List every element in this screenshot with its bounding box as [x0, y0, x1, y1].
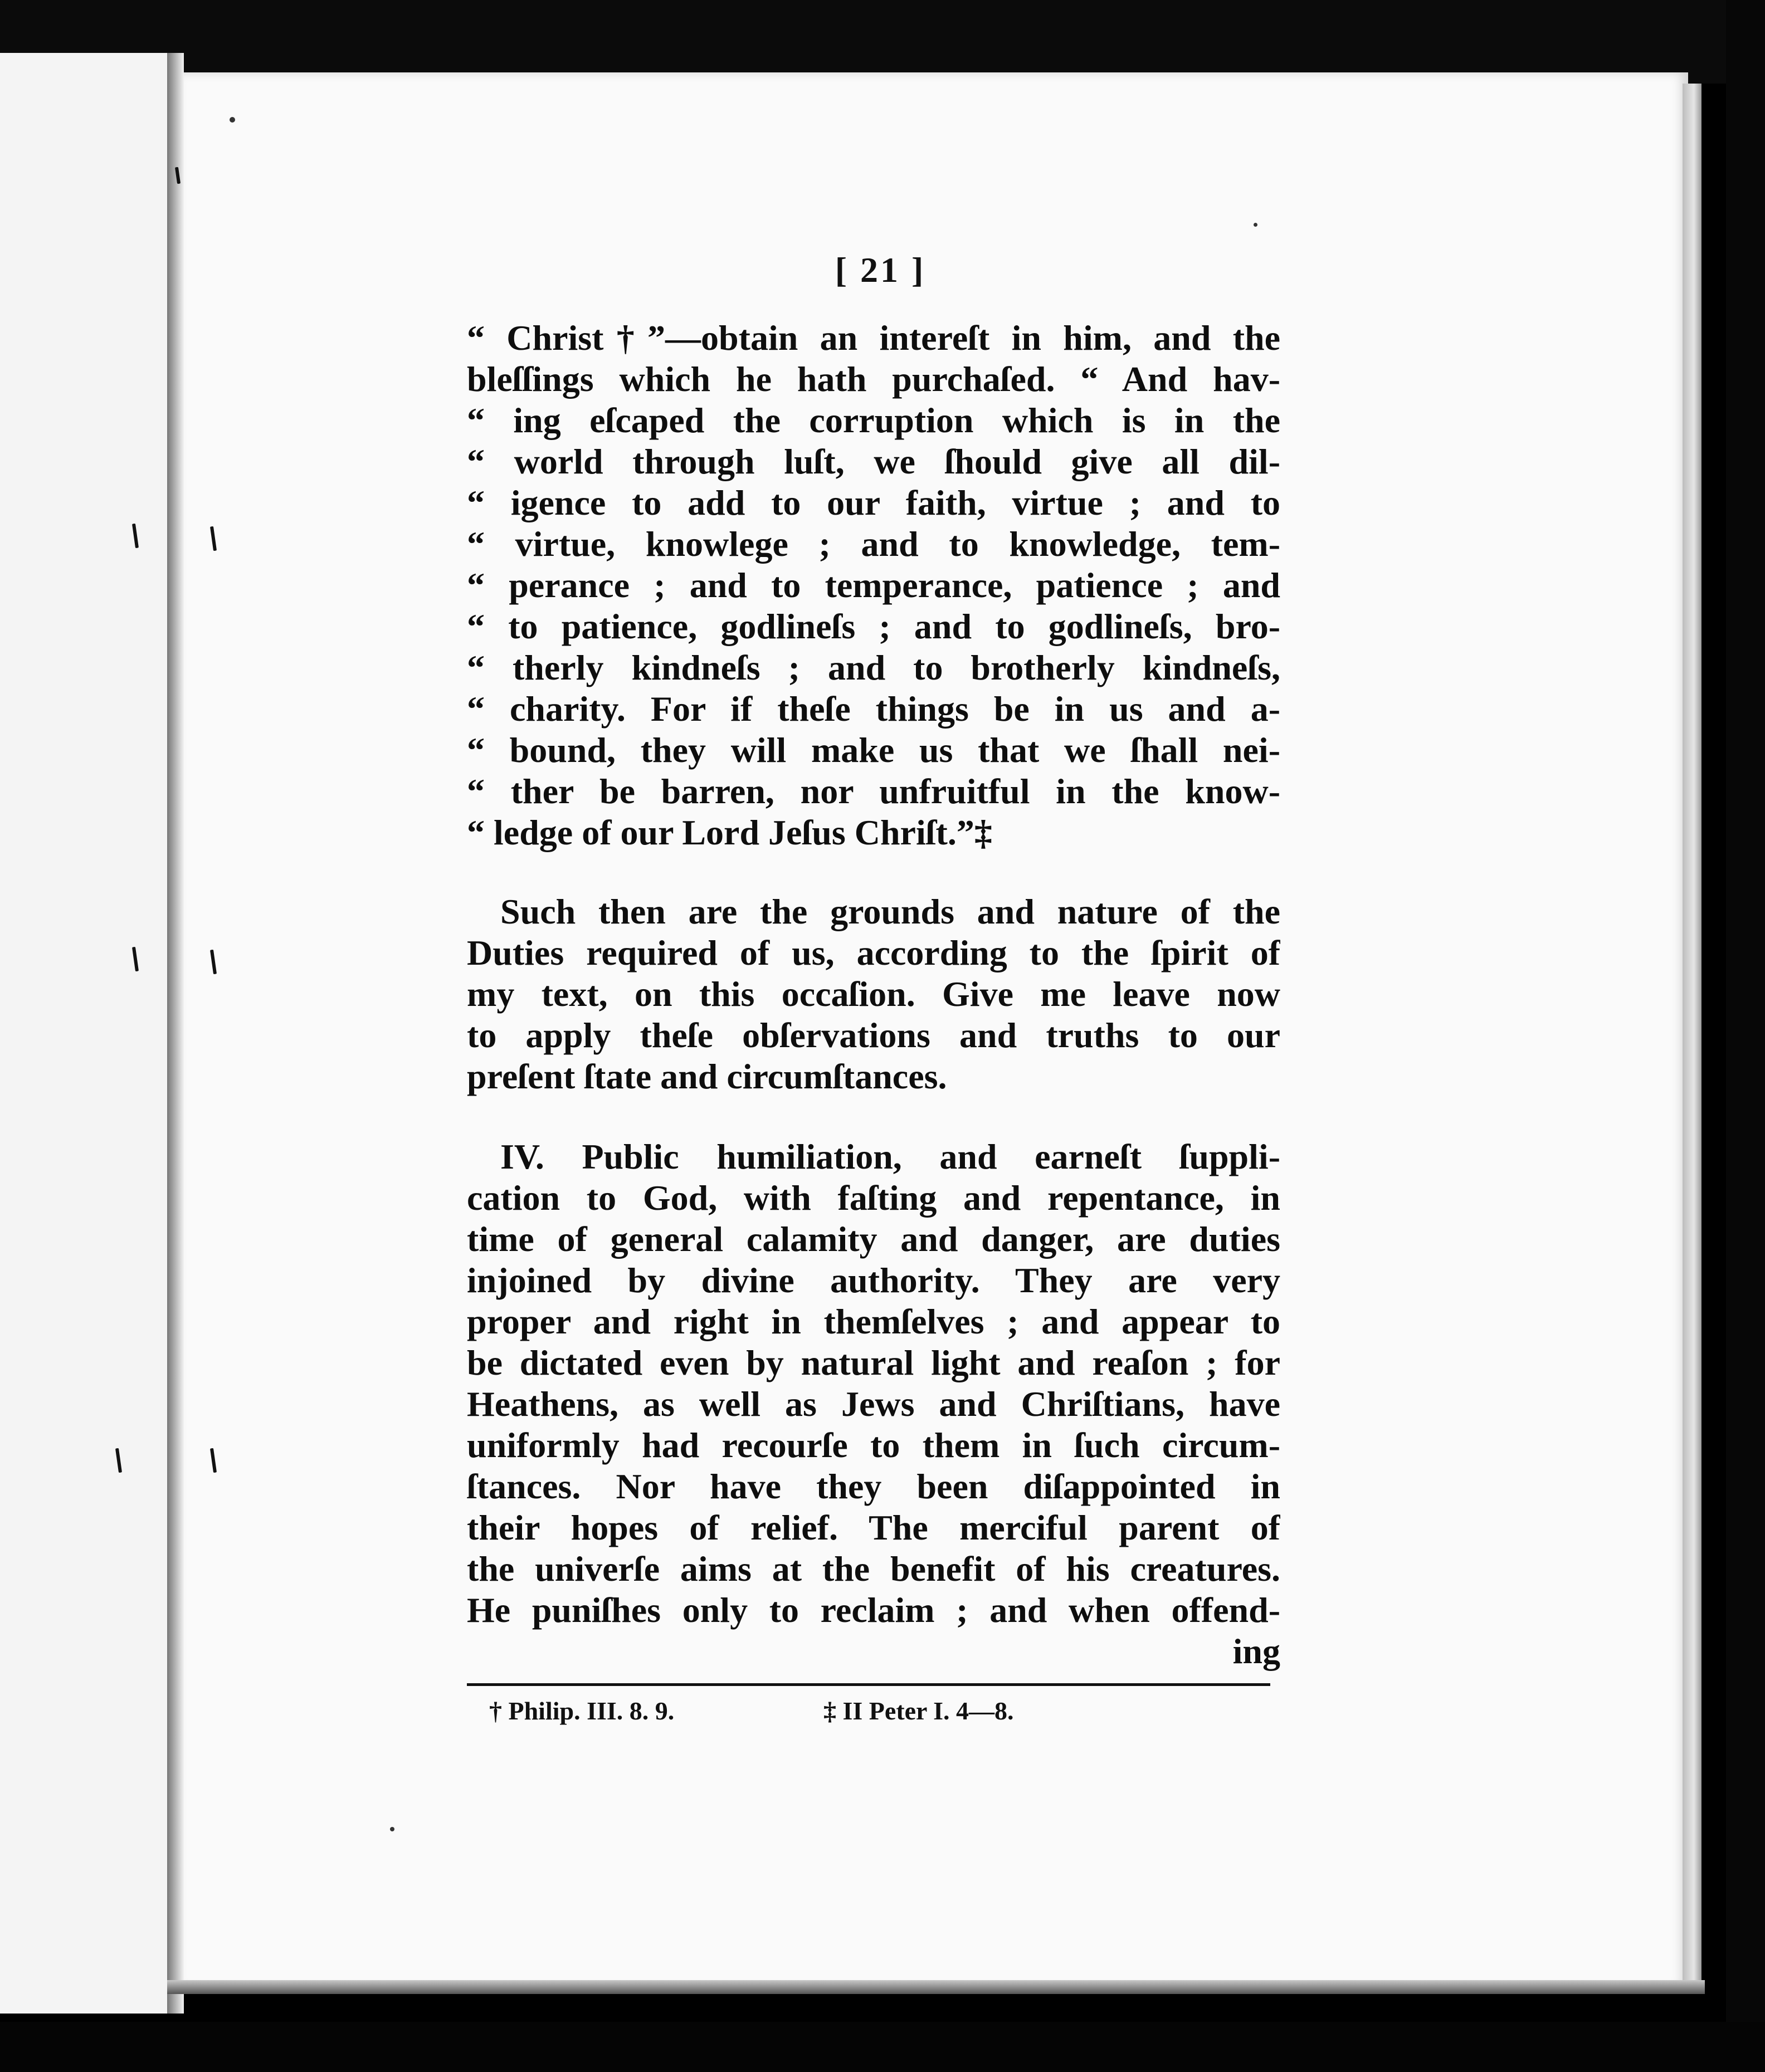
- text-line: “ ing eſcaped the corruption which is in the: [467, 400, 1280, 440]
- facing-page-edge: [0, 53, 170, 2014]
- text-line: preſent ſtate and circumſtances.: [467, 1057, 947, 1096]
- ink-speck: [1254, 223, 1257, 227]
- text-line: “ to patience, godlineſs ; and to godlineſs, bro-: [467, 607, 1280, 646]
- text-line: the univerſe aims at the benefit of his creatures.: [467, 1549, 1280, 1589]
- text-line: Heathens, as well as Jews and Chriſtians, have: [467, 1384, 1280, 1424]
- text-line: “ Christ†”—obtain an intereſt in him, and the: [467, 318, 1280, 358]
- text-line: “ ledge of our Lord Jeſus Chriſt.”‡: [467, 813, 992, 852]
- footnote-peter: ‡ II Peter I. 4—8.: [823, 1697, 1014, 1725]
- text-line: their hopes of relief. The merciful parent of: [467, 1508, 1280, 1547]
- text-line: “ bound, they will make us that we ſhall nei-: [467, 730, 1280, 770]
- text-line: “ therly kindneſs ; and to brotherly kindneſs,: [467, 648, 1280, 687]
- text-line: Such then are the grounds and nature of the: [500, 892, 1280, 931]
- text-line: “ perance ; and to temperance, patience ; and: [467, 565, 1280, 605]
- ink-speck: [230, 117, 235, 123]
- paragraph-such-then: [467, 891, 1280, 1097]
- text-line: “ virtue, knowlege ; and to knowledge, tem-: [467, 524, 1280, 564]
- text-line: Duties required of us, according to the ſpirit of: [467, 933, 1280, 973]
- footnote-philippians: † Philip. III. 8. 9.: [489, 1697, 675, 1725]
- page-stack-edge: [1683, 84, 1701, 1988]
- ink-speck: [390, 1827, 394, 1831]
- text-line: “ igence to add to our faith, virtue ; and to: [467, 483, 1280, 522]
- text-line: to apply theſe obſervations and truths to our: [467, 1015, 1280, 1055]
- page-bottom-edge: [167, 1980, 1705, 1994]
- text-line: uniformly had recourſe to them in ſuch circum-: [467, 1425, 1280, 1465]
- text-line: IV. Public humiliation, and earneſt ſuppli-: [500, 1137, 1280, 1176]
- page-number: [ 21 ]: [835, 250, 926, 290]
- scanner-background-top: [0, 0, 1765, 84]
- text-line: bleſſings which he hath purchaſed. “ And hav-: [467, 359, 1280, 399]
- text-line: my text, on this occaſion. Give me leave now: [467, 974, 1280, 1014]
- paragraph-section-iv: [467, 1136, 1280, 1672]
- text-line: He puniſhes only to reclaim ; and when offend-: [467, 1590, 1280, 1630]
- scanner-background-right: [1726, 0, 1765, 2072]
- text-line: ſtances. Nor have they been diſappointed in: [467, 1467, 1280, 1506]
- catchword: ing: [1232, 1631, 1280, 1671]
- scanner-background-bottom: [0, 2022, 1765, 2072]
- paragraph-quotation: [467, 317, 1280, 853]
- text-line: time of general calamity and danger, are duties: [467, 1219, 1280, 1259]
- text-line: proper and right in themſelves ; and appear to: [467, 1302, 1280, 1341]
- text-line: be dictated even by natural light and reaſon ; for: [467, 1343, 1280, 1382]
- text-line: “ charity. For if theſe things be in us and a-: [467, 689, 1280, 729]
- text-line: “ ther be barren, nor unfruitful in the know-: [467, 771, 1280, 811]
- text-line: cation to God, with faſting and repentance, in: [467, 1178, 1280, 1218]
- footnote-rule: [467, 1683, 1270, 1686]
- text-line: “ world through luſt, we ſhould give all dil-: [467, 442, 1280, 481]
- text-line: injoined by divine authority. They are very: [467, 1260, 1280, 1300]
